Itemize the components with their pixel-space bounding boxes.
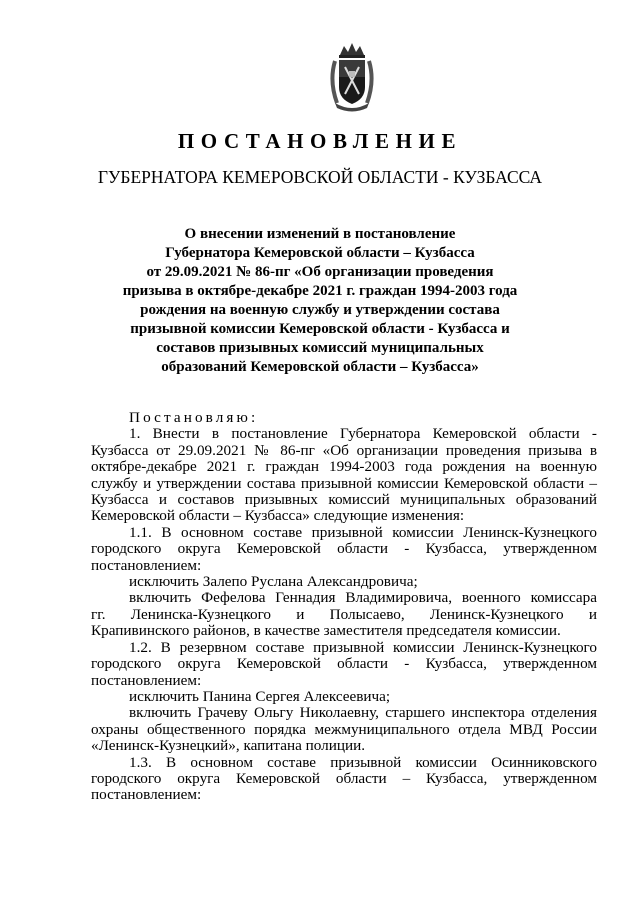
paragraph-1-1-line: 1.1. В основном составе призывной комиссии Ленинск-Кузнецкого bbox=[129, 523, 597, 541]
document-body bbox=[91, 410, 597, 804]
paragraph-1-2-line: городского округа Кемеровской области - Кузбасса, утвержденном bbox=[91, 655, 597, 673]
document-subject bbox=[0, 225, 640, 377]
paragraph-1-2-line: постановлением: bbox=[91, 671, 202, 689]
paragraph-1-2-include-line: «Ленинск-Кузнецкий», капитана полиции. bbox=[91, 737, 366, 755]
subject-line: призывной комиссии Кемеровской области - Кузбасса и bbox=[130, 321, 510, 337]
paragraph-1-line: службу и утверждении состава призывной комиссии Кемеровской области – bbox=[91, 474, 597, 492]
subject-line: составов призывных комиссий муниципальных bbox=[156, 340, 484, 356]
subject-line: от 29.09.2021 № 86-пг «Об организации проведения bbox=[146, 264, 494, 280]
paragraph-1-line: Кузбасса и составов призывных комиссий муниципальных образований bbox=[91, 491, 597, 509]
paragraph-1-line: октябре-декабре 2021 г. граждан 1994-2003 года рождения на военную bbox=[91, 458, 597, 476]
subject-line: рождения на военную службу и утверждении состава bbox=[140, 302, 500, 318]
coat-of-arms-emblem bbox=[327, 41, 377, 113]
paragraph-1-2-include-line: охраны общественного порядка межмуниципального отдела МВД России bbox=[91, 720, 597, 738]
paragraph-1-2-exclude: исключить Панина Сергея Алексеевича; bbox=[129, 687, 391, 705]
paragraph-1-3-line: постановлением: bbox=[91, 786, 202, 804]
paragraph-1-line: Кузбасса от 29.09.2021 № 86-пг «Об организации проведения призыва в bbox=[91, 441, 597, 459]
paragraph-1-3-line: 1.3. В основном составе призывной комиссии Осинниковского bbox=[129, 753, 597, 771]
paragraph-1-1-exclude: исключить Залепо Руслана Александровича; bbox=[129, 573, 418, 591]
decree-word: Постановляю: bbox=[129, 409, 259, 426]
paragraph-1-2-include-line: включить Грачеву Ольгу Николаевну, старшего инспектора отделения bbox=[129, 704, 597, 722]
paragraph-1-1-line: городского округа Кемеровской области - Кузбасса, утвержденном bbox=[91, 540, 597, 558]
paragraph-1-1-include-line: включить Фефелова Геннадия Владимировича, военного комиссара bbox=[129, 589, 597, 607]
paragraph-1-1-include-line: гг. Ленинска-Кузнецкого и Полысаево, Ленинск-Кузнецкого и bbox=[91, 605, 597, 623]
document-issuer: ГУБЕРНАТОРА КЕМЕРОВСКОЙ ОБЛАСТИ - КУЗБАССА bbox=[97, 167, 543, 187]
paragraph-1-3-line: городского округа Кемеровской области – Кузбасса, утвержденном bbox=[91, 769, 597, 787]
paragraph-1-2-line: 1.2. В резервном составе призывной комиссии Ленинск-Кузнецкого bbox=[129, 638, 597, 656]
subject-line: призыва в октябре-декабре 2021 г. граждан 1994-2003 года bbox=[122, 283, 518, 299]
paragraph-1-line: 1. Внести в постановление Губернатора Кемеровской области - bbox=[129, 425, 597, 443]
paragraph-1-1-include-line: Крапивинского районов, в качестве заместителя председателя комиссии. bbox=[91, 622, 561, 640]
subject-line: Губернатора Кемеровской области – Кузбасса bbox=[165, 245, 475, 261]
paragraph-1-line: Кемеровской области – Кузбасса» следующие изменения: bbox=[91, 507, 465, 525]
subject-line: О внесении изменений в постановление bbox=[184, 226, 456, 242]
subject-line: образований Кемеровской области – Кузбасса» bbox=[161, 359, 479, 375]
paragraph-1-1-line: постановлением: bbox=[91, 556, 202, 574]
document-title: ПОСТАНОВЛЕНИЕ bbox=[177, 129, 463, 153]
